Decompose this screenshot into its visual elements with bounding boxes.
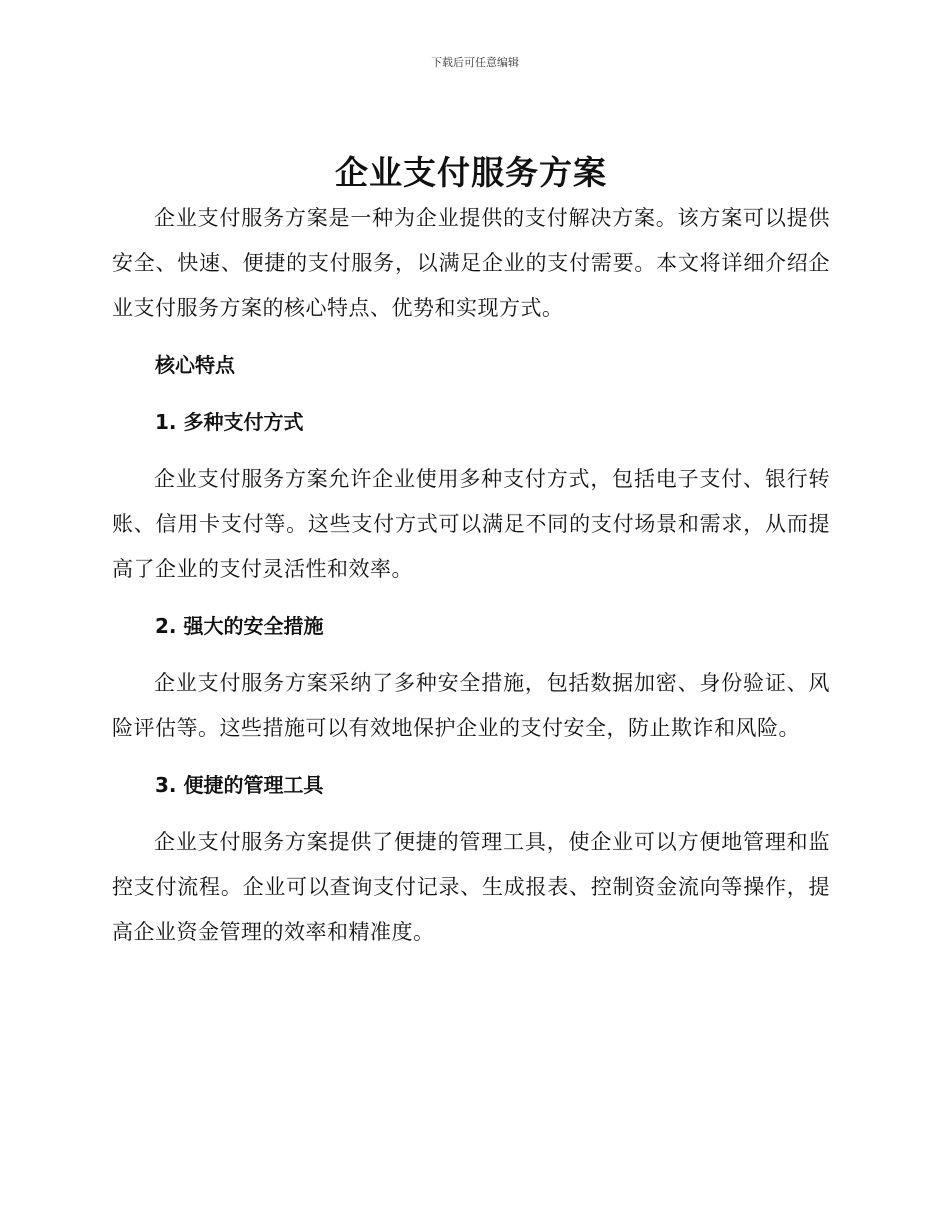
spacer <box>112 388 830 400</box>
spacer <box>112 751 830 763</box>
feature-paragraph-3: 企业支付服务方案提供了便捷的管理工具，使企业可以方便地管理和监控支付流程。企业可以查询支付记录、生成报表、控制资金流向等操作，提高企业资金管理的效率和精准度。 <box>112 830 830 944</box>
header-note: 下载后可任意编辑 <box>431 56 519 69</box>
feature-heading-1: 1. 多种支付方式 <box>155 410 304 434</box>
spacer <box>112 445 830 457</box>
spacer <box>112 808 830 820</box>
intro-paragraph: 企业支付服务方案是一种为企业提供的支付解决方案。该方案可以提供安全、快速、便捷的支付服务，以满足企业的支付需要。本文将详细介绍企业支付服务方案的核心特点、优势和实现方式。 <box>112 206 830 320</box>
document-body <box>112 150 830 955</box>
spacer <box>112 592 830 604</box>
feature-paragraph-1: 企业支付服务方案允许企业使用多种支付方式，包括电子支付、银行转账、信用卡支付等。这些支付方式可以满足不同的支付场景和需求，从而提高了企业的支付灵活性和效率。 <box>112 467 830 581</box>
feature-paragraph-2: 企业支付服务方案采纳了多种安全措施，包括数据加密、身份验证、风险评估等。这些措施可以有效地保护企业的支付安全，防止欺诈和风险。 <box>112 671 830 740</box>
spacer <box>112 649 830 661</box>
spacer <box>112 331 830 343</box>
feature-heading-2: 2. 强大的安全措施 <box>155 614 324 638</box>
page-title: 企业支付服务方案 <box>335 153 607 192</box>
section-heading: 核心特点 <box>155 353 235 377</box>
feature-heading-3: 3. 便捷的管理工具 <box>155 773 324 797</box>
